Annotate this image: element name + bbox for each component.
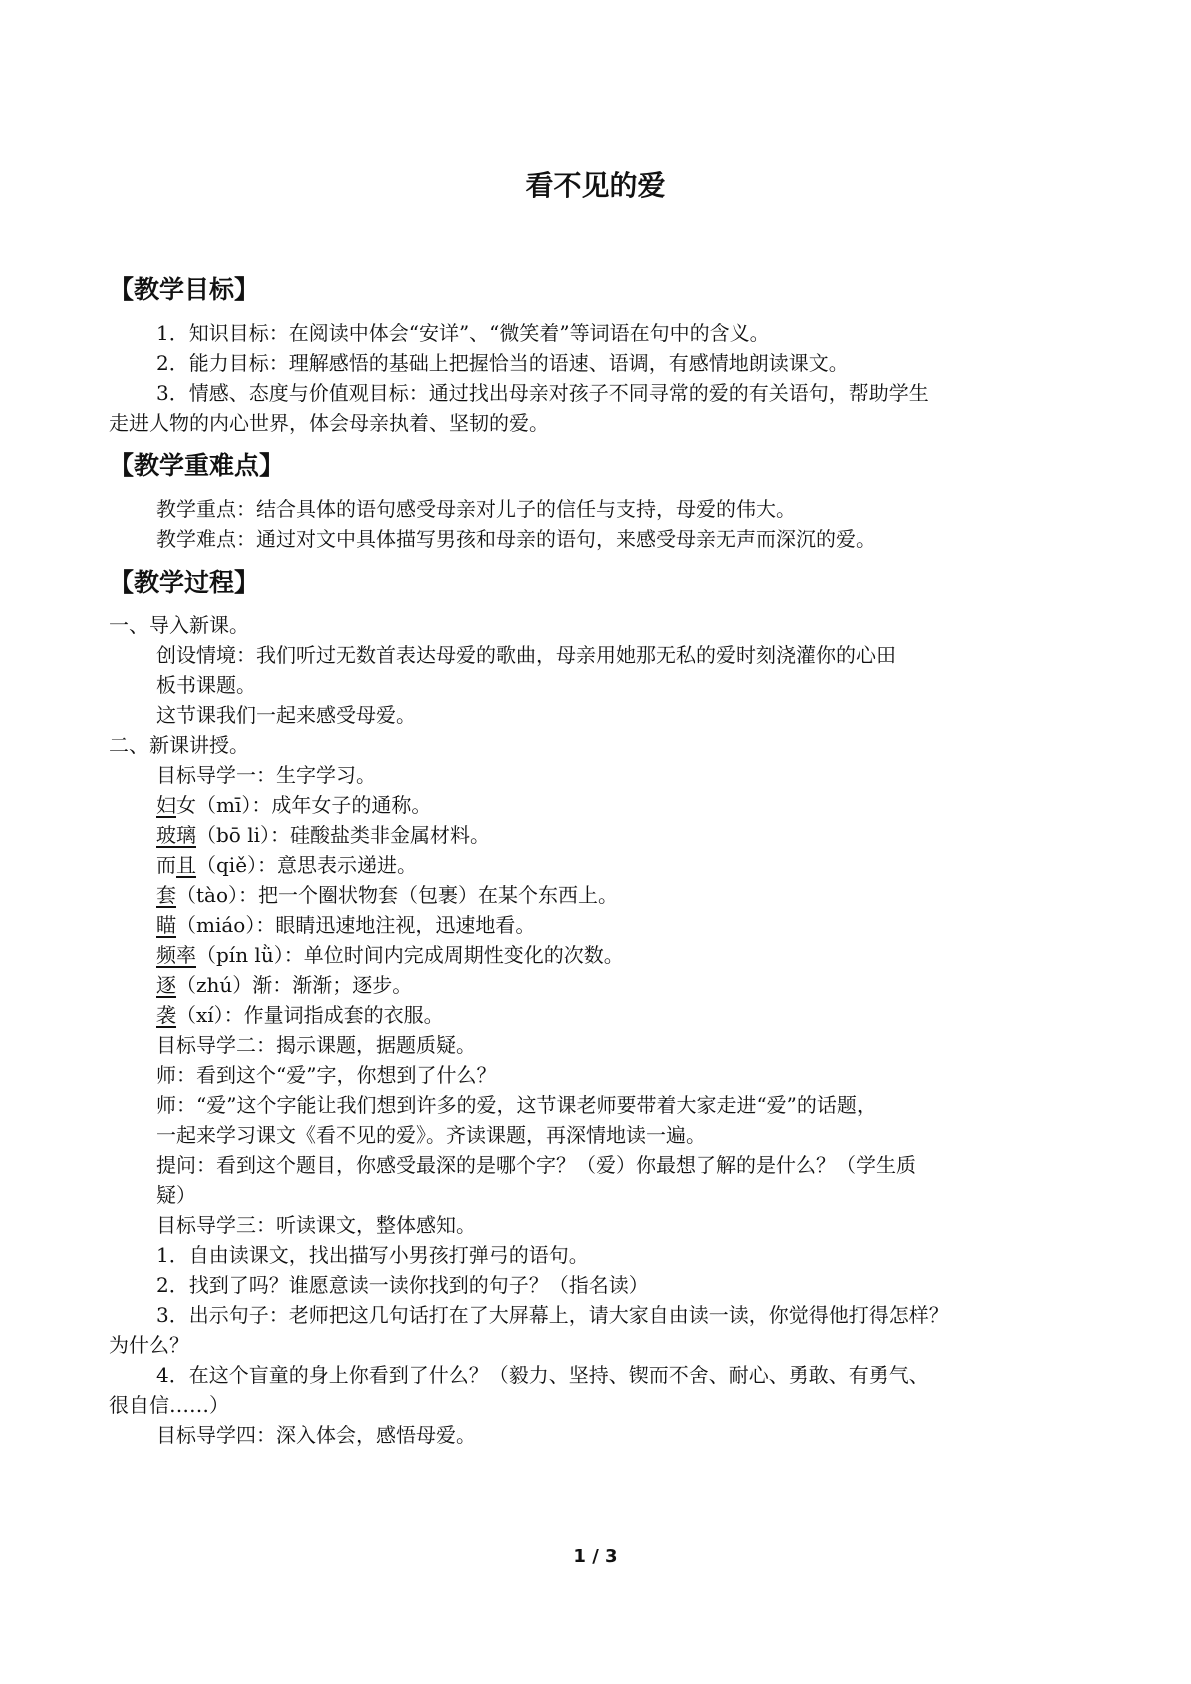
vocab-word: 套 — [156, 883, 176, 907]
vocab-definition: （pín lǜ）：单位时间内完成周期性变化的次数。 — [196, 943, 624, 967]
vocab-item — [156, 880, 618, 910]
process-paragraph: 目标导学三：听读课文，整体感知。 — [156, 1213, 476, 1237]
process-paragraph: 目标导学四：深入体会，感悟母爱。 — [156, 1423, 476, 1447]
process-step-new-lesson: 二、新课讲授。 — [109, 733, 249, 757]
vocab-item — [156, 940, 624, 970]
vocab-word: 妇 — [156, 793, 176, 817]
vocab-word: 袭 — [156, 1003, 176, 1027]
process-paragraph: 目标导学一：生字学习。 — [156, 763, 376, 787]
process-paragraph: 疑） — [156, 1183, 196, 1207]
document-title: 看不见的爱 — [525, 169, 666, 202]
page-number: 1 / 3 — [573, 1546, 618, 1567]
process-paragraph: 一起来学习课文《看不见的爱》。齐读课题，再深情地读一遍。 — [156, 1123, 706, 1147]
vocab-word: 玻璃 — [156, 823, 196, 847]
vocab-word: 瞄 — [156, 913, 176, 937]
process-paragraph: 板书课题。 — [156, 673, 256, 697]
objective-knowledge: 1．知识目标：在阅读中体会“安详”、“微笑着”等词语在句中的含义。 — [156, 321, 770, 345]
process-paragraph: 这节课我们一起来感受母爱。 — [156, 703, 416, 727]
process-step-intro: 一、导入新课。 — [109, 613, 249, 637]
process-paragraph: 2．找到了吗？谁愿意读一读你找到的句子？（指名读） — [156, 1273, 649, 1297]
difficult-point: 教学难点：通过对文中具体描写男孩和母亲的语句，来感受母亲无声而深沉的爱。 — [156, 527, 876, 551]
objective-emotion: 3．情感、态度与价值观目标：通过找出母亲对孩子不同寻常的爱的有关语句，帮助学生 — [156, 381, 929, 405]
section-heading-key-points: 【教学重难点】 — [109, 451, 285, 480]
process-paragraph: 3．出示句子：老师把这几句话打在了大屏幕上，请大家自由读一读，你觉得他打得怎样？ — [156, 1303, 949, 1327]
objective-emotion-cont: 走进人物的内心世界，体会母亲执着、坚韧的爱。 — [109, 411, 549, 435]
vocab-definition: （tào）：把一个圈状物套（包裹）在某个东西上。 — [176, 883, 619, 907]
process-paragraph: 为什么？ — [109, 1333, 189, 1357]
vocab-item — [156, 1000, 444, 1030]
process-paragraph: 师：看到这个“爱”字，你想到了什么？ — [156, 1063, 497, 1087]
process-paragraph: 师：“爱”这个字能让我们想到许多的爱，这节课老师要带着大家走进“爱”的话题， — [156, 1093, 877, 1117]
vocab-definition: （bō li）：硅酸盐类非金属材料。 — [196, 823, 490, 847]
section-heading-objectives: 【教学目标】 — [109, 275, 260, 304]
vocab-definition: （zhú）渐：渐渐；逐步。 — [176, 973, 413, 997]
vocab-definition: （miáo）：眼睛迅速地注视，迅速地看。 — [176, 913, 536, 937]
vocab-item — [156, 970, 412, 1000]
process-paragraph: 很自信……） — [109, 1393, 229, 1417]
vocab-definition: （qiě）：意思表示递进。 — [196, 853, 418, 877]
vocab-word: 且 — [176, 853, 196, 877]
section-heading-process: 【教学过程】 — [109, 568, 260, 597]
vocab-definition: （xí）：作量词指成套的衣服。 — [176, 1003, 444, 1027]
process-paragraph: 4．在这个盲童的身上你看到了什么？（毅力、坚持、锲而不舍、耐心、勇敢、有勇气、 — [156, 1363, 929, 1387]
key-point: 教学重点：结合具体的语句感受母亲对儿子的信任与支持，母爱的伟大。 — [156, 497, 796, 521]
process-paragraph: 提问：看到这个题目，你感受最深的是哪个字？（爱）你最想了解的是什么？（学生质 — [156, 1153, 916, 1177]
objective-ability: 2．能力目标：理解感悟的基础上把握恰当的语速、语调，有感情地朗读课文。 — [156, 351, 849, 375]
vocab-item — [156, 820, 490, 850]
vocab-item — [156, 790, 431, 820]
vocab-definition: 女（mī）：成年女子的通称。 — [176, 793, 432, 817]
vocab-prefix: 而 — [156, 853, 176, 877]
process-paragraph: 目标导学二：揭示课题，据题质疑。 — [156, 1033, 476, 1057]
vocab-word: 逐 — [156, 973, 176, 997]
vocab-item — [156, 910, 535, 940]
vocab-word: 频率 — [156, 943, 196, 967]
process-paragraph: 1．自由读课文，找出描写小男孩打弹弓的语句。 — [156, 1243, 589, 1267]
process-paragraph: 创设情境：我们听过无数首表达母爱的歌曲，母亲用她那无私的爱时刻浇灌你的心田 — [156, 643, 896, 667]
vocab-item — [156, 850, 417, 880]
